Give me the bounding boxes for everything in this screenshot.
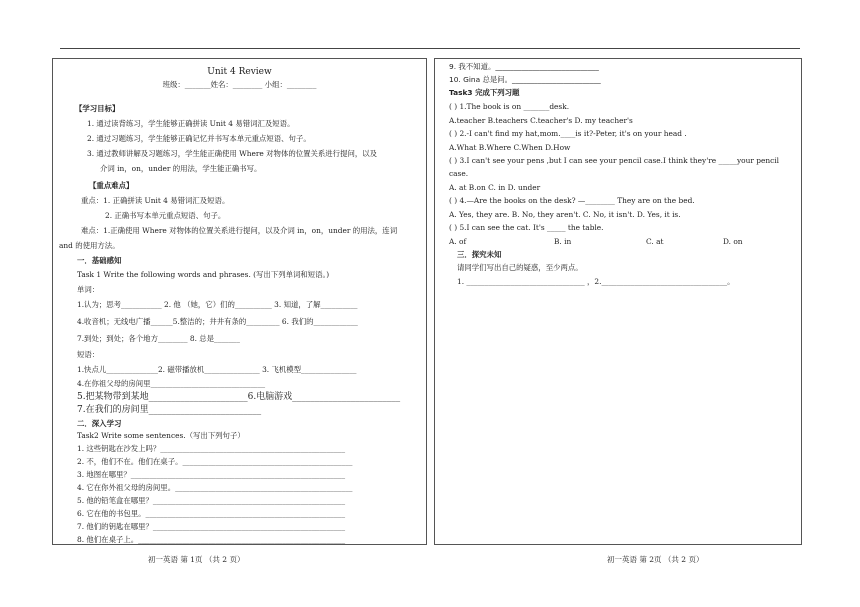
key-heading: 【重点难点】 bbox=[89, 181, 134, 190]
key-item: 重点：1. 正确拼读 Unit 4 易错词汇及短语。 bbox=[81, 196, 230, 205]
question-line: A. at B.on C. in D. under bbox=[449, 183, 541, 192]
sentence-line: 3. 地图在哪里？__________________________________________________________ bbox=[77, 470, 346, 479]
task1-heading: Task 1 Write the following words and phrases. (写出下列单词和短语。) bbox=[77, 270, 330, 279]
words-label: 单词： bbox=[77, 285, 100, 294]
footer-left: 初一英语 第 1页 （共 2 页） bbox=[148, 555, 245, 564]
sentence-line: 8. 他们在桌子上。________________________________________________________ bbox=[77, 535, 346, 544]
key-item: and 的使用方法。 bbox=[59, 241, 120, 250]
word-line: 1.认为；思考___________ 2. 他 （她，它）们的__________ 3. 知道，了解__________ bbox=[77, 300, 358, 309]
goal-item: 介词 in，on，under 的用法，学生能正确书写。 bbox=[100, 164, 262, 173]
question-line: ( ) 3.I can't see your pens ,but I can see your pencil case.I think they're _____your pencil bbox=[449, 156, 779, 165]
left-page bbox=[52, 58, 427, 545]
task3-heading: Task3 完成下列习题 bbox=[449, 88, 520, 97]
question-line: case. bbox=[449, 169, 469, 178]
sentence-line: 6. 它在他的书包里。______________________________________________________ bbox=[77, 509, 346, 518]
question-line: A.What B.Where C.When D.How bbox=[449, 143, 571, 152]
phrase-line: 1.快点儿______________2. 磁带播放机_______________ 3. 飞机模型_______________ bbox=[77, 365, 357, 374]
question-line: ( ) 2.-I can't find my hat,mom.____is it?-Peter, it's on your head . bbox=[449, 129, 687, 138]
key-item: 难点：1.正确使用 Where 对物体的位置关系进行提问，以及介词 in，on，under 的用法，连词 bbox=[81, 226, 398, 235]
sentence-line: 2. 不，他们不在。他们在桌子。______________________________________________ bbox=[77, 457, 353, 466]
goal-item: 2. 通过习题练习，学生能够正确记忆并书写本单元重点短语、句子。 bbox=[87, 134, 311, 143]
right-page bbox=[434, 58, 802, 545]
student-info: 班级：_______姓名：________ 小组：________ bbox=[162, 80, 317, 89]
top-rule bbox=[60, 48, 800, 49]
word-line: 4.收音机；无线电广播______5.整洁的；井井有条的_________ 6. 我们的____________ bbox=[77, 317, 358, 326]
phrase-line: 4.在你祖父母的房间里_______________________________ bbox=[77, 379, 266, 388]
doc-title: Unit 4 Review bbox=[207, 67, 272, 77]
item-9: 9. 我不知道。____________________________ bbox=[449, 62, 599, 71]
question-line: A. Yes, they are. B. No, they aren't. C. No, it isn't. D. Yes, it is. bbox=[449, 210, 681, 219]
section-1-heading: 一．基础感知 bbox=[77, 256, 122, 265]
phrase-line: 5.把某物带到某地______________________6.电脑游戏________________________ bbox=[77, 392, 401, 402]
question-line: A.teacher B.teachers C.teacher's D. my teacher's bbox=[449, 116, 633, 125]
goal-item: 3. 通过教师讲解及习题练习，学生能正确使用 Where 对物体的位置关系进行提问，以及 bbox=[87, 149, 378, 158]
question-line: ( ) 4.—Are the books on the desk? —________ They are on the bed. bbox=[449, 196, 695, 205]
section-2-heading: 二．深入学习 bbox=[77, 419, 122, 428]
goals-heading: 【学习目标】 bbox=[75, 104, 120, 113]
phrase-line: 7.在我们的房间里_________________________ bbox=[77, 405, 262, 415]
footer-right: 初一英语 第 2页 （共 2 页） bbox=[607, 555, 704, 564]
word-line: 7.到处；到处；各个地方________ 8. 总是_______ bbox=[77, 334, 240, 343]
q5-option: B. in bbox=[554, 237, 572, 246]
sentence-line: 4. 它在你外祖父母的房间里。________________________________________________ bbox=[77, 483, 353, 492]
key-item: 2. 正确书写本单元重点短语、句子。 bbox=[105, 211, 226, 220]
q5-option: A. of bbox=[449, 237, 467, 246]
task2-heading: Task2 Write some sentences.（写出下列句子） bbox=[77, 431, 245, 440]
q5-option: D. on bbox=[723, 237, 743, 246]
sentence-line: 7. 他们的钥匙在哪里？____________________________________________________ bbox=[77, 522, 346, 531]
section-3-heading: 三．探究未知 bbox=[457, 250, 502, 259]
q5-option: C. at bbox=[646, 237, 664, 246]
inquiry-prompt: 请同学们写出自己的疑惑，至少两点。 bbox=[457, 263, 583, 272]
question-line: ( ) 5.I can see the cat. It's _____ the table. bbox=[449, 223, 604, 232]
sentence-line: 1. 这些钥匙在沙发上吗？__________________________________________________ bbox=[77, 444, 346, 453]
inquiry-answer-line: 1. ________________________________ ，2.__________________________________。 bbox=[457, 277, 735, 286]
item-10: 10. Gina 总是问。________________________ bbox=[449, 75, 601, 84]
question-line: ( ) 1.The book is on _______desk. bbox=[449, 102, 570, 111]
goal-item: 1. 通过读背练习，学生能够正确拼读 Unit 4 易错词汇及短语。 bbox=[87, 119, 295, 128]
phrases-label: 短语： bbox=[77, 350, 100, 359]
sentence-line: 5. 他的铅笔盒在哪里？____________________________________________________ bbox=[77, 496, 346, 505]
